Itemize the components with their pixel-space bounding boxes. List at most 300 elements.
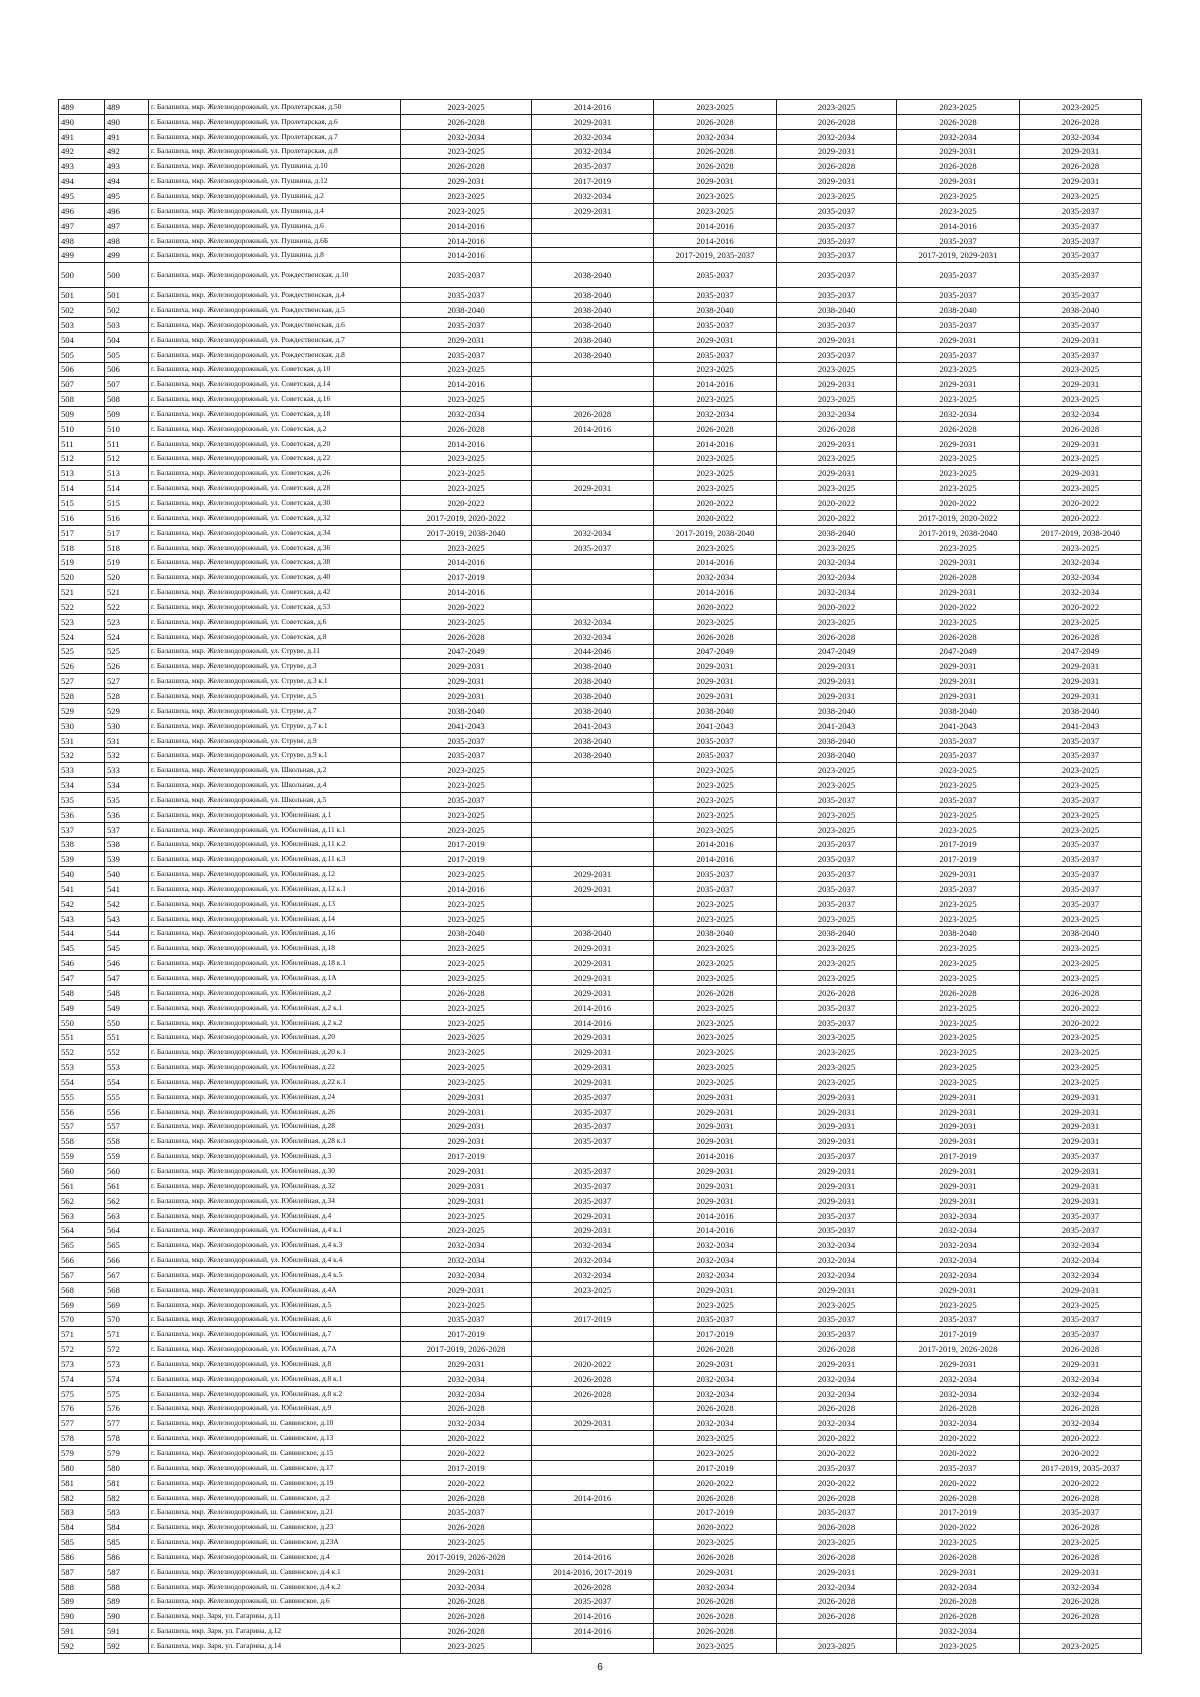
row-number-cell: 533	[59, 763, 105, 778]
period-1-cell: 2029-2031	[401, 1134, 532, 1149]
object-number-cell: 545	[105, 941, 149, 956]
address-cell: г. Балашиха, мкр. Железнодорожный, ул. Пролетарская, д.6	[149, 114, 401, 129]
period-5-cell: 2035-2037	[897, 233, 1020, 248]
object-number-cell: 547	[105, 971, 149, 986]
period-2-cell: 2038-2040	[532, 303, 654, 318]
object-number-cell: 567	[105, 1267, 149, 1282]
row-number-cell: 495	[59, 189, 105, 204]
address-cell: г. Балашиха, мкр. Железнодорожный, ул. Юбилейная, д.20 к.1	[149, 1045, 401, 1060]
period-1-cell: 2023-2025	[401, 1208, 532, 1223]
period-1-cell: 2032-2034	[401, 1579, 532, 1594]
period-5-cell: 2023-2025	[897, 362, 1020, 377]
period-6-cell: 2032-2034	[1020, 129, 1142, 144]
table-row	[59, 792, 1142, 807]
table-row	[59, 481, 1142, 496]
period-5-cell: 2029-2031	[897, 174, 1020, 189]
period-4-cell: 2038-2040	[777, 926, 897, 941]
period-6-cell: 2023-2025	[1020, 822, 1142, 837]
object-number-cell: 536	[105, 807, 149, 822]
period-1-cell: 2035-2037	[401, 1505, 532, 1520]
period-6-cell: 2035-2037	[1020, 867, 1142, 882]
period-5-cell: 2026-2028	[897, 985, 1020, 1000]
address-cell: г. Балашиха, мкр. Железнодорожный, ш. Саввинское, д.21	[149, 1505, 401, 1520]
period-6-cell: 2029-2031	[1020, 436, 1142, 451]
table-row	[59, 1267, 1142, 1282]
period-3-cell: 2032-2034	[654, 570, 777, 585]
period-1-cell: 2035-2037	[401, 263, 532, 288]
period-5-cell: 2029-2031	[897, 144, 1020, 159]
period-5-cell: 2035-2037	[897, 288, 1020, 303]
period-1-cell: 2014-2016	[401, 882, 532, 897]
period-1-cell: 2023-2025	[401, 466, 532, 481]
period-4-cell: 2035-2037	[777, 1505, 897, 1520]
period-5-cell: 2029-2031	[897, 1104, 1020, 1119]
period-2-cell: 2032-2034	[532, 1238, 654, 1253]
period-6-cell: 2035-2037	[1020, 218, 1142, 233]
period-2-cell: 2038-2040	[532, 659, 654, 674]
period-4-cell: 2023-2025	[777, 1060, 897, 1075]
table-row	[59, 941, 1142, 956]
address-cell: г. Балашиха, мкр. Железнодорожный, ул. Юбилейная, д.7	[149, 1327, 401, 1342]
period-3-cell: 2026-2028	[654, 421, 777, 436]
period-5-cell: 2026-2028	[897, 1401, 1020, 1416]
row-number-cell: 498	[59, 233, 105, 248]
period-3-cell: 2023-2025	[654, 763, 777, 778]
row-number-cell: 529	[59, 703, 105, 718]
period-1-cell: 2017-2019	[401, 570, 532, 585]
object-number-cell: 528	[105, 689, 149, 704]
row-number-cell: 573	[59, 1357, 105, 1372]
period-6-cell: 2029-2031	[1020, 1104, 1142, 1119]
period-6-cell: 2035-2037	[1020, 1223, 1142, 1238]
period-2-cell	[532, 218, 654, 233]
period-3-cell: 2023-2025	[654, 1030, 777, 1045]
period-1-cell: 2035-2037	[401, 317, 532, 332]
table-row	[59, 1312, 1142, 1327]
period-4-cell: 2029-2031	[777, 1119, 897, 1134]
object-number-cell: 529	[105, 703, 149, 718]
period-2-cell	[532, 392, 654, 407]
period-1-cell: 2023-2025	[401, 1223, 532, 1238]
period-4-cell: 2029-2031	[777, 1357, 897, 1372]
address-cell: г. Балашиха, мкр. Железнодорожный, ул. Советская, д.53	[149, 600, 401, 615]
period-2-cell: 2035-2037	[532, 1104, 654, 1119]
period-4-cell: 2032-2034	[777, 1371, 897, 1386]
period-5-cell: 2038-2040	[897, 703, 1020, 718]
period-2-cell: 2029-2031	[532, 114, 654, 129]
period-3-cell: 2023-2025	[654, 971, 777, 986]
period-1-cell: 2017-2019	[401, 837, 532, 852]
period-5-cell: 2023-2025	[897, 189, 1020, 204]
period-3-cell: 2035-2037	[654, 867, 777, 882]
period-5-cell: 2032-2034	[897, 1267, 1020, 1282]
address-cell: г. Балашиха, мкр. Железнодорожный, ул. Юбилейная, д.8	[149, 1357, 401, 1372]
address-cell: г. Балашиха, мкр. Железнодорожный, ул. Рождественская, д.10	[149, 263, 401, 288]
period-3-cell: 2023-2025	[654, 392, 777, 407]
table-row	[59, 926, 1142, 941]
address-cell: г. Балашиха, мкр. Железнодорожный, ул. Рождественская, д.8	[149, 347, 401, 362]
period-1-cell: 2023-2025	[401, 867, 532, 882]
period-4-cell: 2023-2025	[777, 778, 897, 793]
table-row	[59, 1193, 1142, 1208]
object-number-cell: 504	[105, 332, 149, 347]
object-number-cell: 546	[105, 956, 149, 971]
row-number-cell: 591	[59, 1624, 105, 1639]
period-5-cell: 2023-2025	[897, 100, 1020, 115]
period-6-cell: 2032-2034	[1020, 570, 1142, 585]
period-1-cell: 2023-2025	[401, 956, 532, 971]
period-1-cell: 2023-2025	[401, 481, 532, 496]
table-row	[59, 1297, 1142, 1312]
table-row	[59, 748, 1142, 763]
period-4-cell: 2035-2037	[777, 1223, 897, 1238]
period-3-cell: 2035-2037	[654, 347, 777, 362]
table-row	[59, 1460, 1142, 1475]
period-1-cell: 2026-2028	[401, 1401, 532, 1416]
object-number-cell: 588	[105, 1579, 149, 1594]
address-cell: г. Балашиха, мкр. Железнодорожный, ул. Советская, д.42	[149, 585, 401, 600]
object-number-cell: 558	[105, 1134, 149, 1149]
period-6-cell: 2020-2022	[1020, 1431, 1142, 1446]
object-number-cell: 532	[105, 748, 149, 763]
period-6-cell: 2035-2037	[1020, 288, 1142, 303]
period-2-cell	[532, 377, 654, 392]
table-row	[59, 100, 1142, 115]
address-cell: г. Балашиха, мкр. Железнодорожный, ул. Юбилейная, д.2	[149, 985, 401, 1000]
object-number-cell: 555	[105, 1089, 149, 1104]
period-2-cell: 2032-2034	[532, 614, 654, 629]
address-cell: г. Балашиха, мкр. Железнодорожный, ул. Советская, д.28	[149, 481, 401, 496]
period-4-cell: 2023-2025	[777, 392, 897, 407]
table-row	[59, 1416, 1142, 1431]
period-4-cell: 2026-2028	[777, 1342, 897, 1357]
period-2-cell: 2029-2031	[532, 985, 654, 1000]
period-3-cell: 2035-2037	[654, 1312, 777, 1327]
address-cell: г. Балашиха, мкр. Железнодорожный, ш. Саввинское, д.10	[149, 1416, 401, 1431]
object-number-cell: 522	[105, 600, 149, 615]
object-number-cell: 526	[105, 659, 149, 674]
period-4-cell: 2032-2034	[777, 1238, 897, 1253]
period-6-cell: 2029-2031	[1020, 174, 1142, 189]
address-cell: г. Балашиха, мкр. Железнодорожный, ш. Саввинское, д.6	[149, 1594, 401, 1609]
period-6-cell: 2035-2037	[1020, 1149, 1142, 1164]
table-row	[59, 1357, 1142, 1372]
address-cell: г. Балашиха, мкр. Железнодорожный, ул. Юбилейная, д.13	[149, 896, 401, 911]
period-6-cell: 2023-2025	[1020, 763, 1142, 778]
period-3-cell: 2029-2031	[654, 1104, 777, 1119]
object-number-cell: 592	[105, 1639, 149, 1654]
period-6-cell: 2020-2022	[1020, 1446, 1142, 1461]
table-row	[59, 629, 1142, 644]
period-3-cell: 2026-2028	[654, 1490, 777, 1505]
table-row	[59, 585, 1142, 600]
period-4-cell: 2035-2037	[777, 317, 897, 332]
period-2-cell: 2014-2016	[532, 421, 654, 436]
period-6-cell: 2038-2040	[1020, 703, 1142, 718]
period-1-cell: 2017-2019, 2026-2028	[401, 1342, 532, 1357]
period-4-cell: 2035-2037	[777, 1327, 897, 1342]
period-5-cell: 2029-2031	[897, 1089, 1020, 1104]
period-3-cell: 2032-2034	[654, 407, 777, 422]
period-2-cell: 2014-2016	[532, 1015, 654, 1030]
row-number-cell: 554	[59, 1075, 105, 1090]
period-2-cell: 2038-2040	[532, 689, 654, 704]
address-cell: г. Балашиха, мкр. Железнодорожный, ул. Пушкина, д.4	[149, 203, 401, 218]
table-row	[59, 466, 1142, 481]
table-row	[59, 896, 1142, 911]
period-3-cell: 2023-2025	[654, 189, 777, 204]
period-1-cell: 2029-2031	[401, 1564, 532, 1579]
row-number-cell: 574	[59, 1371, 105, 1386]
row-number-cell: 518	[59, 540, 105, 555]
period-1-cell: 2026-2028	[401, 1490, 532, 1505]
period-5-cell: 2023-2025	[897, 971, 1020, 986]
address-cell: г. Балашиха, мкр. Железнодорожный, ул. Юбилейная, д.7А	[149, 1342, 401, 1357]
period-6-cell: 2029-2031	[1020, 332, 1142, 347]
period-3-cell: 2026-2028	[654, 159, 777, 174]
address-cell: г. Балашиха, мкр. Железнодорожный, ш. Саввинское, д.13	[149, 1431, 401, 1446]
address-cell: г. Балашиха, мкр. Железнодорожный, ш. Саввинское, д.2	[149, 1490, 401, 1505]
period-1-cell: 2017-2019	[401, 1327, 532, 1342]
period-2-cell: 2029-2031	[532, 1223, 654, 1238]
period-4-cell: 2020-2022	[777, 600, 897, 615]
period-2-cell: 2026-2028	[532, 1371, 654, 1386]
period-1-cell: 2023-2025	[401, 1639, 532, 1654]
object-number-cell: 562	[105, 1193, 149, 1208]
address-cell: г. Балашиха, мкр. Железнодорожный, ул. Струве, д.3 к.1	[149, 674, 401, 689]
period-3-cell: 2029-2031	[654, 1089, 777, 1104]
period-3-cell: 2023-2025	[654, 466, 777, 481]
period-4-cell: 2032-2034	[777, 1386, 897, 1401]
period-3-cell: 2023-2025	[654, 100, 777, 115]
address-cell: г. Балашиха, мкр. Железнодорожный, ул. Юбилейная, д.4 к.3	[149, 1238, 401, 1253]
period-2-cell: 2026-2028	[532, 1386, 654, 1401]
period-5-cell: 2023-2025	[897, 203, 1020, 218]
object-number-cell: 576	[105, 1401, 149, 1416]
register-table	[58, 99, 1142, 1654]
period-6-cell: 2035-2037	[1020, 347, 1142, 362]
row-number-cell: 569	[59, 1297, 105, 1312]
object-number-cell: 515	[105, 496, 149, 511]
row-number-cell: 514	[59, 481, 105, 496]
row-number-cell: 557	[59, 1119, 105, 1134]
period-3-cell: 2029-2031	[654, 659, 777, 674]
address-cell: г. Балашиха, мкр. Железнодорожный, ул. Юбилейная, д.30	[149, 1164, 401, 1179]
address-cell: г. Балашиха, мкр. Железнодорожный, ул. Советская, д.30	[149, 496, 401, 511]
period-3-cell: 2032-2034	[654, 1386, 777, 1401]
object-number-cell: 589	[105, 1594, 149, 1609]
row-number-cell: 497	[59, 218, 105, 233]
address-cell: г. Балашиха, мкр. Железнодорожный, ул. Юбилейная, д.11 к.3	[149, 852, 401, 867]
object-number-cell: 520	[105, 570, 149, 585]
object-number-cell: 523	[105, 614, 149, 629]
period-1-cell: 2023-2025	[401, 1045, 532, 1060]
row-number-cell: 491	[59, 129, 105, 144]
period-6-cell: 2032-2034	[1020, 407, 1142, 422]
object-number-cell: 506	[105, 362, 149, 377]
period-3-cell: 2023-2025	[654, 451, 777, 466]
row-number-cell: 551	[59, 1030, 105, 1045]
table-row	[59, 807, 1142, 822]
period-2-cell: 2014-2016	[532, 1490, 654, 1505]
row-number-cell: 592	[59, 1639, 105, 1654]
table-row	[59, 1520, 1142, 1535]
period-1-cell: 2023-2025	[401, 911, 532, 926]
object-number-cell: 557	[105, 1119, 149, 1134]
table-row	[59, 1045, 1142, 1060]
row-number-cell: 513	[59, 466, 105, 481]
address-cell: г. Балашиха, мкр. Железнодорожный, ул. Юбилейная, д.11 к.2	[149, 837, 401, 852]
period-2-cell: 2038-2040	[532, 733, 654, 748]
period-6-cell	[1020, 1624, 1142, 1639]
row-number-cell: 508	[59, 392, 105, 407]
address-cell: г. Балашиха, мкр. Железнодорожный, ул. Советская, д.38	[149, 555, 401, 570]
period-5-cell: 2023-2025	[897, 1030, 1020, 1045]
period-6-cell: 2035-2037	[1020, 1312, 1142, 1327]
period-1-cell: 2029-2031	[401, 1104, 532, 1119]
period-4-cell: 2023-2025	[777, 451, 897, 466]
period-5-cell: 2020-2022	[897, 1446, 1020, 1461]
period-4-cell: 2032-2034	[777, 570, 897, 585]
object-number-cell: 505	[105, 347, 149, 362]
object-number-cell: 500	[105, 263, 149, 288]
row-number-cell: 576	[59, 1401, 105, 1416]
row-number-cell: 499	[59, 248, 105, 263]
address-cell: г. Балашиха, мкр. Железнодорожный, ул. Юбилейная, д.5	[149, 1297, 401, 1312]
row-number-cell: 561	[59, 1178, 105, 1193]
period-3-cell: 2014-2016	[654, 837, 777, 852]
period-6-cell: 2023-2025	[1020, 1075, 1142, 1090]
period-2-cell: 2032-2034	[532, 629, 654, 644]
period-6-cell: 2029-2031	[1020, 674, 1142, 689]
period-1-cell: 2029-2031	[401, 1357, 532, 1372]
period-6-cell: 2029-2031	[1020, 377, 1142, 392]
period-1-cell: 2023-2025	[401, 614, 532, 629]
row-number-cell: 555	[59, 1089, 105, 1104]
period-2-cell	[532, 600, 654, 615]
period-6-cell: 2023-2025	[1020, 807, 1142, 822]
row-number-cell: 517	[59, 525, 105, 540]
period-4-cell: 2023-2025	[777, 763, 897, 778]
period-2-cell	[532, 852, 654, 867]
period-4-cell: 2023-2025	[777, 911, 897, 926]
row-number-cell: 565	[59, 1238, 105, 1253]
table-row	[59, 1089, 1142, 1104]
object-number-cell: 503	[105, 317, 149, 332]
table-row	[59, 303, 1142, 318]
address-cell: г. Балашиха, мкр. Железнодорожный, ул. Струве, д.7 к.1	[149, 718, 401, 733]
period-6-cell: 2029-2031	[1020, 1164, 1142, 1179]
period-2-cell	[532, 1475, 654, 1490]
object-number-cell: 583	[105, 1505, 149, 1520]
period-3-cell: 2026-2028	[654, 1609, 777, 1624]
period-1-cell: 2032-2034	[401, 1253, 532, 1268]
address-cell: г. Балашиха, мкр. Железнодорожный, ул. Юбилейная, д.28 к.1	[149, 1134, 401, 1149]
period-2-cell: 2038-2040	[532, 347, 654, 362]
period-5-cell: 2032-2034	[897, 129, 1020, 144]
period-3-cell: 2026-2028	[654, 1342, 777, 1357]
period-4-cell: 2029-2031	[777, 689, 897, 704]
address-cell: г. Балашиха, мкр. Железнодорожный, ш. Саввинское, д.17	[149, 1460, 401, 1475]
period-3-cell: 2026-2028	[654, 985, 777, 1000]
period-3-cell: 2032-2034	[654, 1253, 777, 1268]
table-row	[59, 1119, 1142, 1134]
period-6-cell: 2032-2034	[1020, 1253, 1142, 1268]
period-2-cell: 2035-2037	[532, 159, 654, 174]
period-4-cell: 2035-2037	[777, 347, 897, 362]
period-3-cell: 2026-2028	[654, 629, 777, 644]
table-row	[59, 703, 1142, 718]
period-5-cell: 2023-2025	[897, 1000, 1020, 1015]
period-6-cell: 2035-2037	[1020, 248, 1142, 263]
period-4-cell: 2023-2025	[777, 362, 897, 377]
period-5-cell: 2017-2019	[897, 1327, 1020, 1342]
table-row	[59, 1030, 1142, 1045]
object-number-cell: 548	[105, 985, 149, 1000]
period-1-cell: 2020-2022	[401, 1446, 532, 1461]
period-3-cell: 2023-2025	[654, 941, 777, 956]
row-number-cell: 578	[59, 1431, 105, 1446]
row-number-cell: 588	[59, 1579, 105, 1594]
period-6-cell: 2032-2034	[1020, 1267, 1142, 1282]
period-3-cell: 2017-2019, 2035-2037	[654, 248, 777, 263]
period-1-cell: 2017-2019, 2020-2022	[401, 510, 532, 525]
table-row	[59, 1550, 1142, 1565]
object-number-cell: 516	[105, 510, 149, 525]
period-1-cell: 2038-2040	[401, 303, 532, 318]
period-1-cell: 2032-2034	[401, 1238, 532, 1253]
period-2-cell: 2035-2037	[532, 1164, 654, 1179]
period-6-cell: 2041-2043	[1020, 718, 1142, 733]
period-5-cell: 2029-2031	[897, 555, 1020, 570]
period-1-cell: 2035-2037	[401, 347, 532, 362]
address-cell: г. Балашиха, мкр. Железнодорожный, ул. Пролетарская, д.7	[149, 129, 401, 144]
period-5-cell: 2032-2034	[897, 1624, 1020, 1639]
period-6-cell: 2035-2037	[1020, 233, 1142, 248]
period-3-cell: 2035-2037	[654, 748, 777, 763]
table-row	[59, 114, 1142, 129]
period-4-cell: 2029-2031	[777, 1089, 897, 1104]
period-1-cell: 2029-2031	[401, 1193, 532, 1208]
object-number-cell: 570	[105, 1312, 149, 1327]
period-2-cell	[532, 1535, 654, 1550]
period-3-cell: 2035-2037	[654, 882, 777, 897]
period-2-cell	[532, 778, 654, 793]
period-3-cell: 2023-2025	[654, 1297, 777, 1312]
period-1-cell: 2017-2019	[401, 852, 532, 867]
period-1-cell: 2029-2031	[401, 1178, 532, 1193]
period-5-cell: 2026-2028	[897, 1550, 1020, 1565]
object-number-cell: 571	[105, 1327, 149, 1342]
table-row	[59, 1327, 1142, 1342]
table-row	[59, 1535, 1142, 1550]
period-5-cell: 2029-2031	[897, 332, 1020, 347]
period-6-cell: 2038-2040	[1020, 926, 1142, 941]
address-cell: г. Балашиха, мкр. Железнодорожный, ул. Пролетарская, д.50	[149, 100, 401, 115]
object-number-cell: 564	[105, 1223, 149, 1238]
period-2-cell	[532, 233, 654, 248]
period-4-cell: 2032-2034	[777, 555, 897, 570]
register-table-body	[59, 100, 1142, 1654]
address-cell: г. Балашиха, мкр. Железнодорожный, ул. Юбилейная, д.6	[149, 1312, 401, 1327]
object-number-cell: 494	[105, 174, 149, 189]
period-4-cell: 2047-2049	[777, 644, 897, 659]
row-number-cell: 567	[59, 1267, 105, 1282]
table-row	[59, 1431, 1142, 1446]
row-number-cell: 501	[59, 288, 105, 303]
table-row	[59, 763, 1142, 778]
table-row	[59, 822, 1142, 837]
